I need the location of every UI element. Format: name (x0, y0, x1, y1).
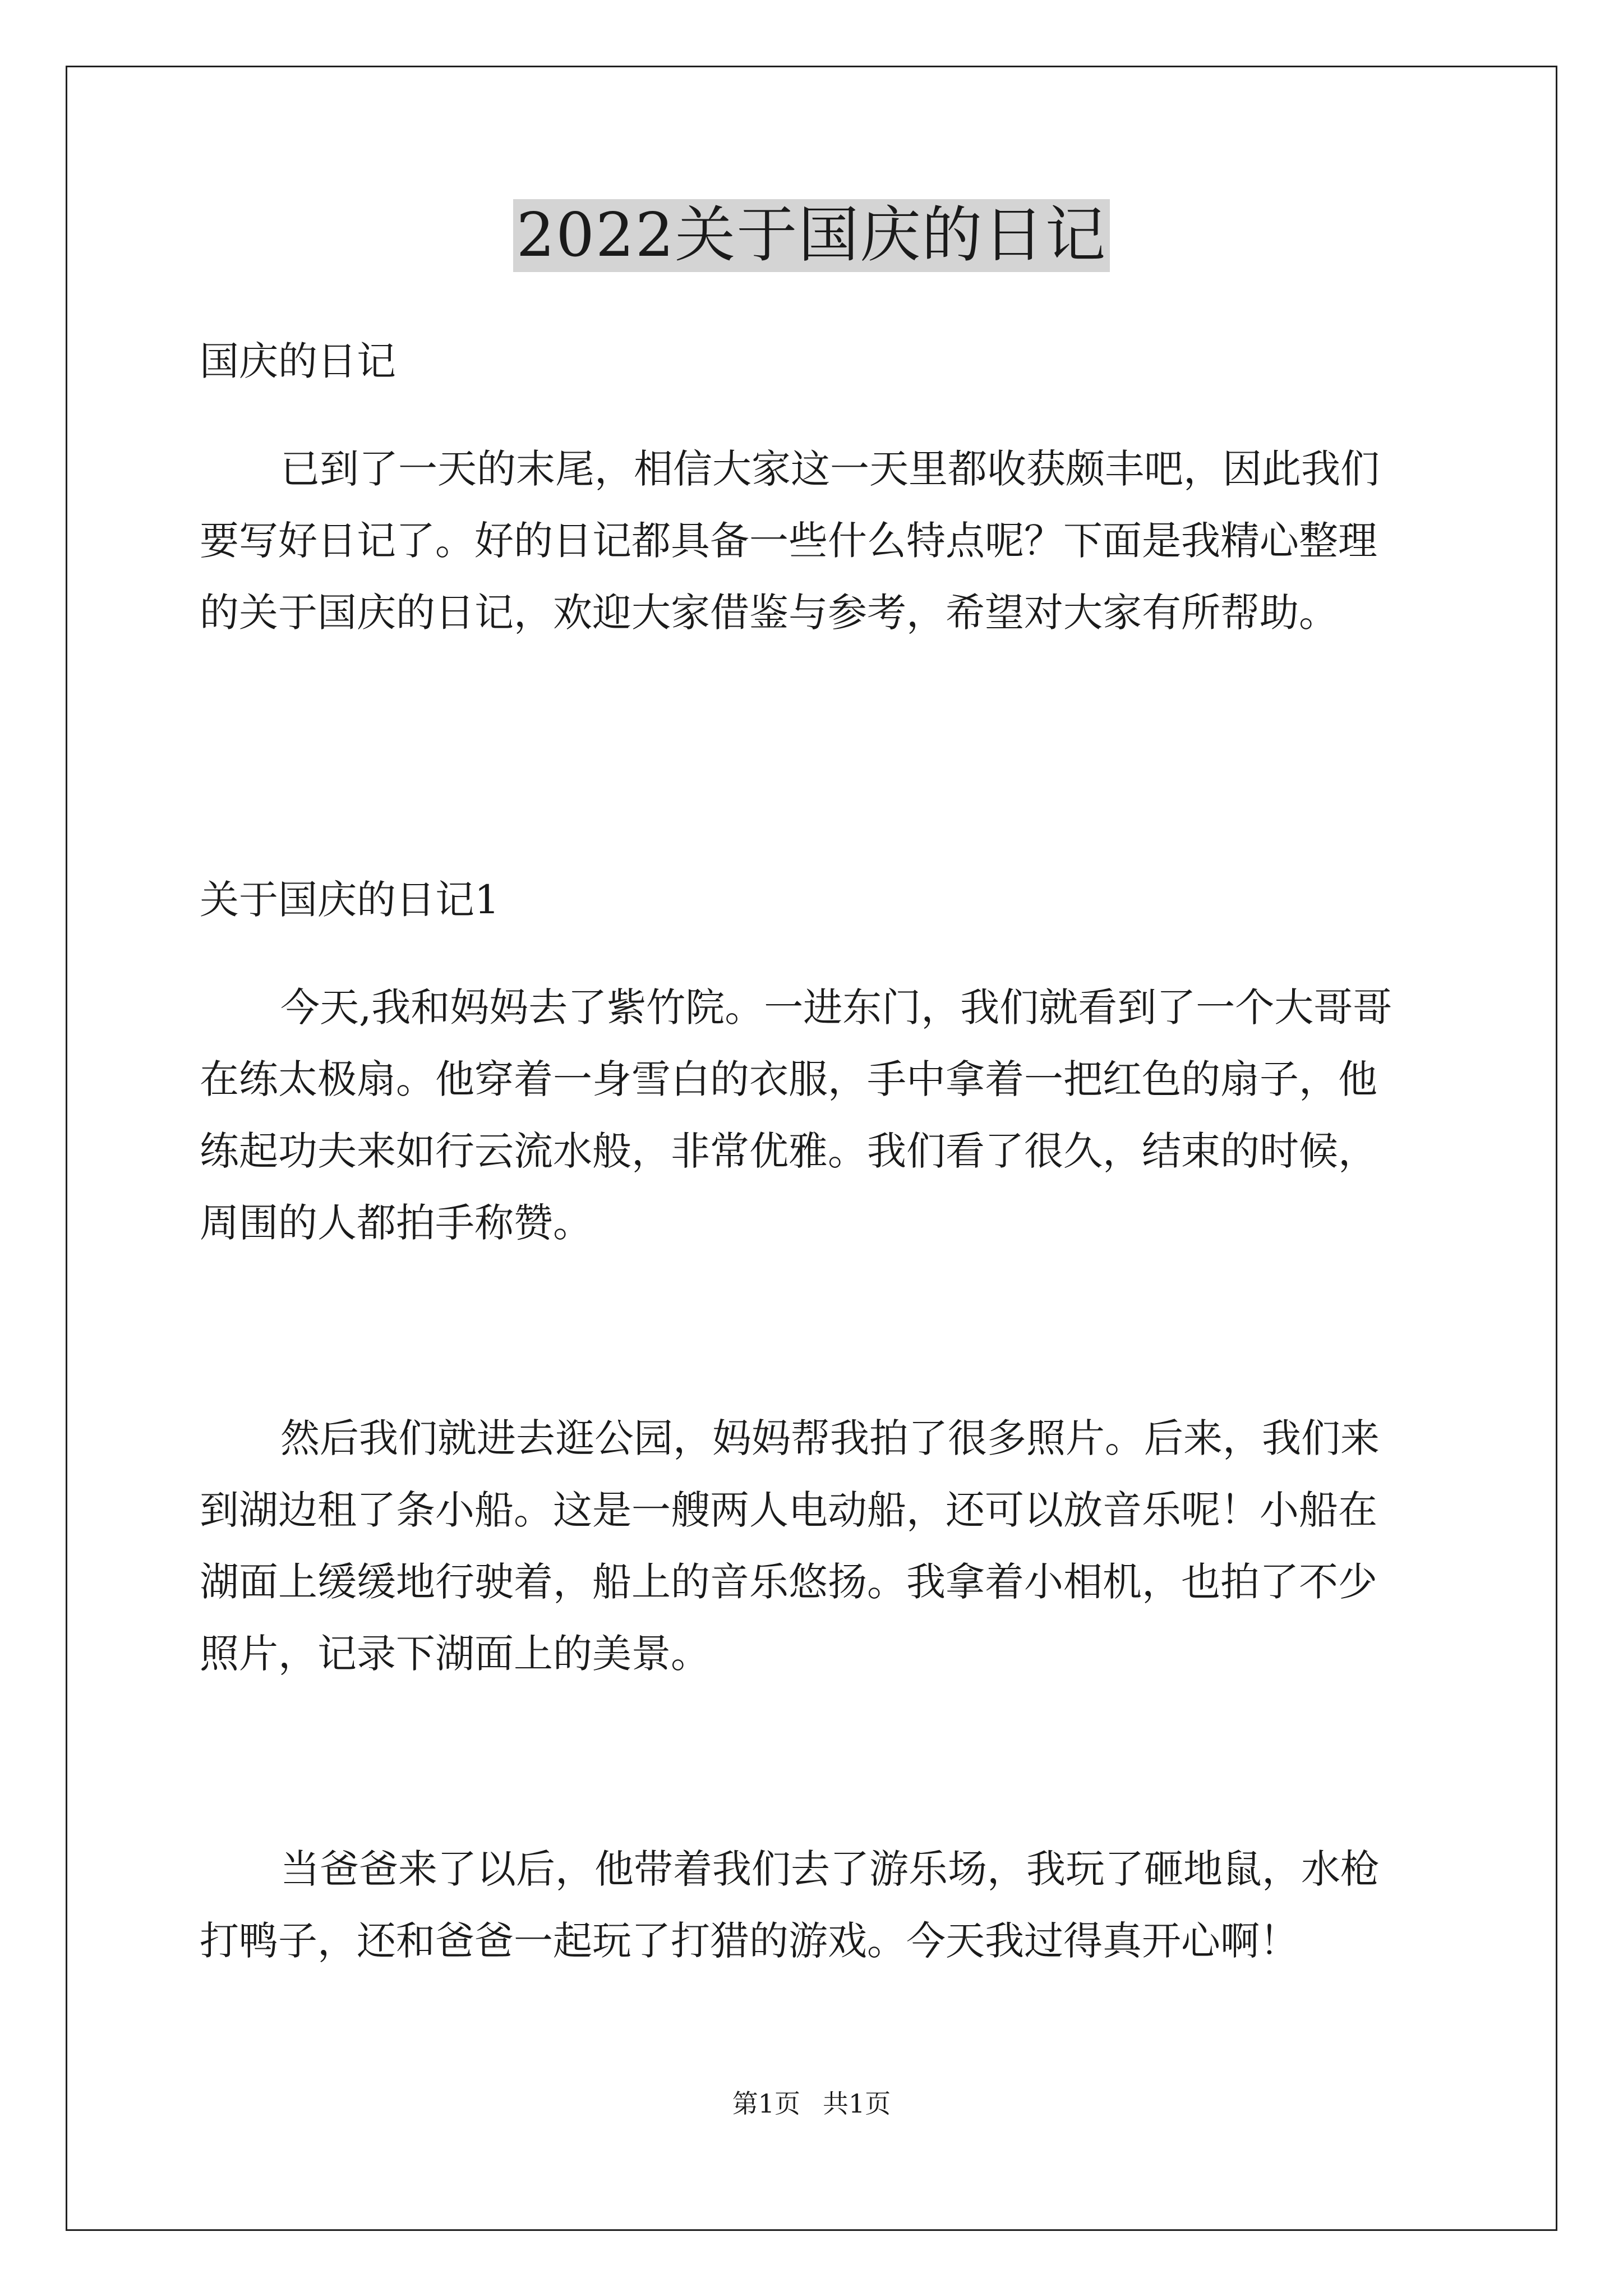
paragraph-2 (200, 1402, 1433, 1690)
intro-line: 的关于国庆的日记，欢迎大家借鉴与参考，希望对大家有所帮助。 (200, 590, 1338, 636)
paragraph-line: 当爸爸来了以后，他带着我们去了游乐场，我玩了砸地鼠，水枪 (280, 1846, 1380, 1892)
paragraph-line: 打鸭子，还和爸爸一起玩了打猎的游戏。今天我过得真开心啊！ (200, 1918, 1299, 1964)
paragraph-line: 练起功夫来如行云流水般，非常优雅。我们看了很久，结束的时候， (200, 1128, 1377, 1174)
title-container (0, 199, 1623, 272)
intro-line: 已到了一天的末尾，相信大家这一天里都收获颇丰吧，因此我们 (280, 446, 1380, 492)
paragraph-line: 到湖边租了条小船。这是一艘两人电动船，还可以放音乐呢！小船在 (200, 1487, 1377, 1533)
paragraph-3 (200, 1833, 1433, 1977)
intro-paragraph (200, 433, 1433, 648)
paragraph-1 (200, 972, 1433, 1259)
paragraph-line: 然后我们就进去逛公园，妈妈帮我拍了很多照片。后来，我们来 (280, 1415, 1380, 1461)
paragraph-line: 周围的人都拍手称赞。 (200, 1200, 592, 1246)
section-heading-block (200, 864, 1433, 936)
paragraph-line: 在练太极扇。他穿着一身雪白的衣服，手中拿着一把红色的扇子，他 (200, 1056, 1377, 1102)
page-footer (0, 2087, 1623, 2120)
page-count: 共1页 (823, 2088, 891, 2119)
page-number: 第1页 (732, 2088, 800, 2119)
paragraph-line: 湖面上缓缓地行驶着，船上的音乐悠扬。我拿着小相机，也拍了不少 (200, 1559, 1377, 1605)
intro-line: 要写好日记了。好的日记都具备一些什么特点呢？下面是我精心整理 (200, 518, 1377, 564)
section-heading: 关于国庆的日记1 (200, 877, 500, 923)
main-heading: 国庆的日记 (200, 338, 396, 384)
document-title: 2022关于国庆的日记 (513, 199, 1110, 272)
main-heading-block (200, 325, 1433, 397)
paragraph-line: 照片，记录下湖面上的美景。 (200, 1631, 710, 1677)
paragraph-line: 今天,我和妈妈去了紫竹院。一进东门，我们就看到了一个大哥哥 (280, 984, 1393, 1030)
